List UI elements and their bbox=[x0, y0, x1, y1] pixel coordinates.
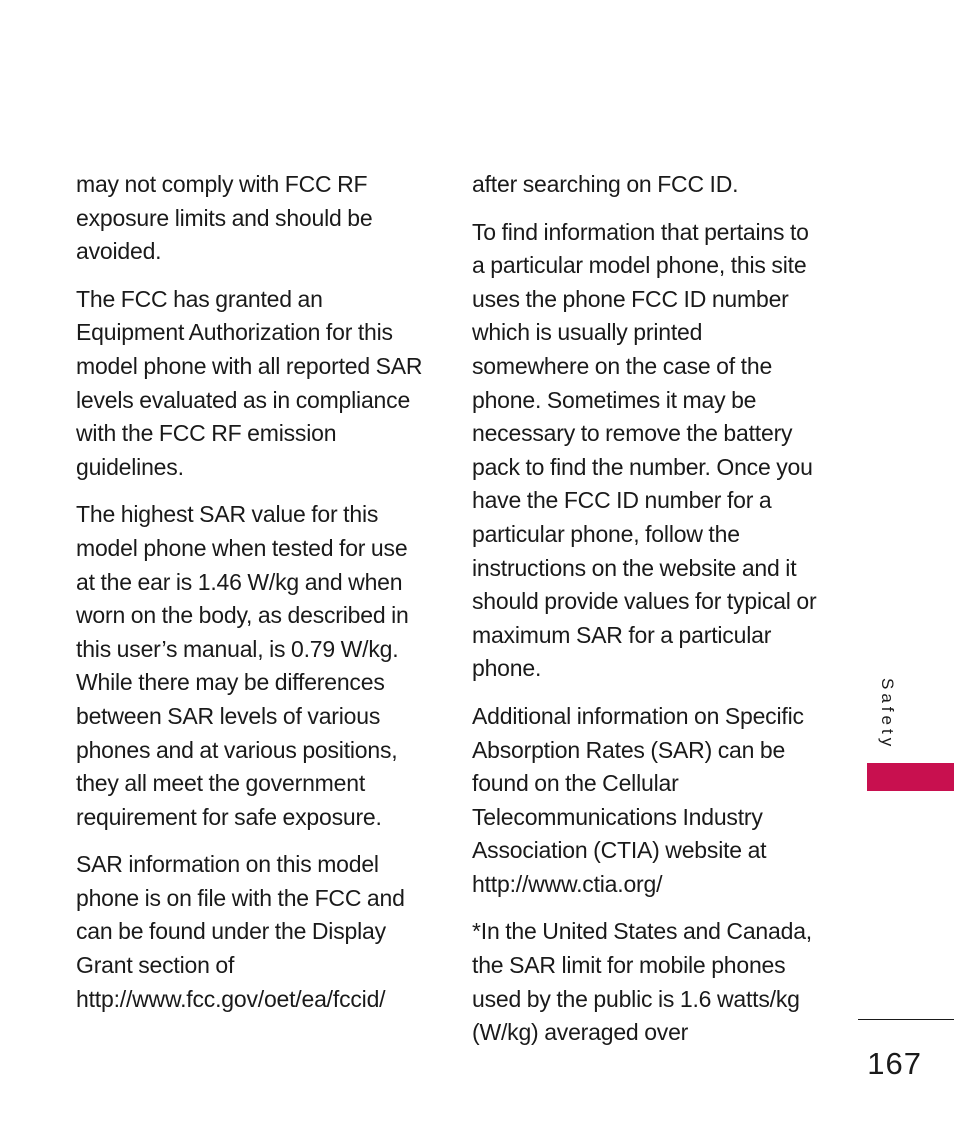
paragraph: To find information that pertains to a particular model phone, this site uses the phone FCC ID number which is usually printed somewhere on the case of the phone. Sometimes it may be necessary to remove the battery pack to find the number. Once you have the FCC ID number for a particular phone, follow the instructions on the website and it should provide values for typical or maximum SAR for a particular phone. bbox=[472, 218, 817, 682]
paragraph: may not comply with FCC RF exposure limits and should be avoided. bbox=[76, 171, 373, 265]
left-text-column bbox=[76, 168, 428, 1030]
paragraph: The FCC has granted an Equipment Authorization for this model phone with all reported SAR levels evaluated as in compliance with the FCC RF emission guidelines. bbox=[76, 285, 423, 480]
paragraph: SAR information on this model phone is on file with the FCC and can be found under the Display Grant section of http://www.fcc.gov/oet/ea/fccid/ bbox=[76, 851, 405, 1012]
page-number: 167 bbox=[867, 1046, 922, 1081]
section-tab-label: Safety bbox=[878, 678, 897, 751]
paragraph: Additional information on Specific Absorption Rates (SAR) can be found on the Cellular Telecommunications Industry Association (CTIA) website at http://www.ctia.org/ bbox=[472, 702, 804, 897]
paragraph: *In the United States and Canada, the SAR limit for mobile phones used by the public is 1.6 watts/kg (W/kg) averaged over bbox=[472, 918, 812, 1046]
section-tab-marker bbox=[867, 763, 954, 791]
paragraph: The highest SAR value for this model phone when tested for use at the ear is 1.46 W/kg and when worn on the body, as described in this user’s manual, is 0.79 W/kg. While there may be differences between SAR levels of various phones and at various positions, they all meet the government requirement for safe exposure. bbox=[76, 501, 409, 830]
right-text-column bbox=[472, 168, 824, 1064]
paragraph: after searching on FCC ID. bbox=[472, 171, 739, 197]
footer-divider bbox=[858, 1019, 954, 1020]
